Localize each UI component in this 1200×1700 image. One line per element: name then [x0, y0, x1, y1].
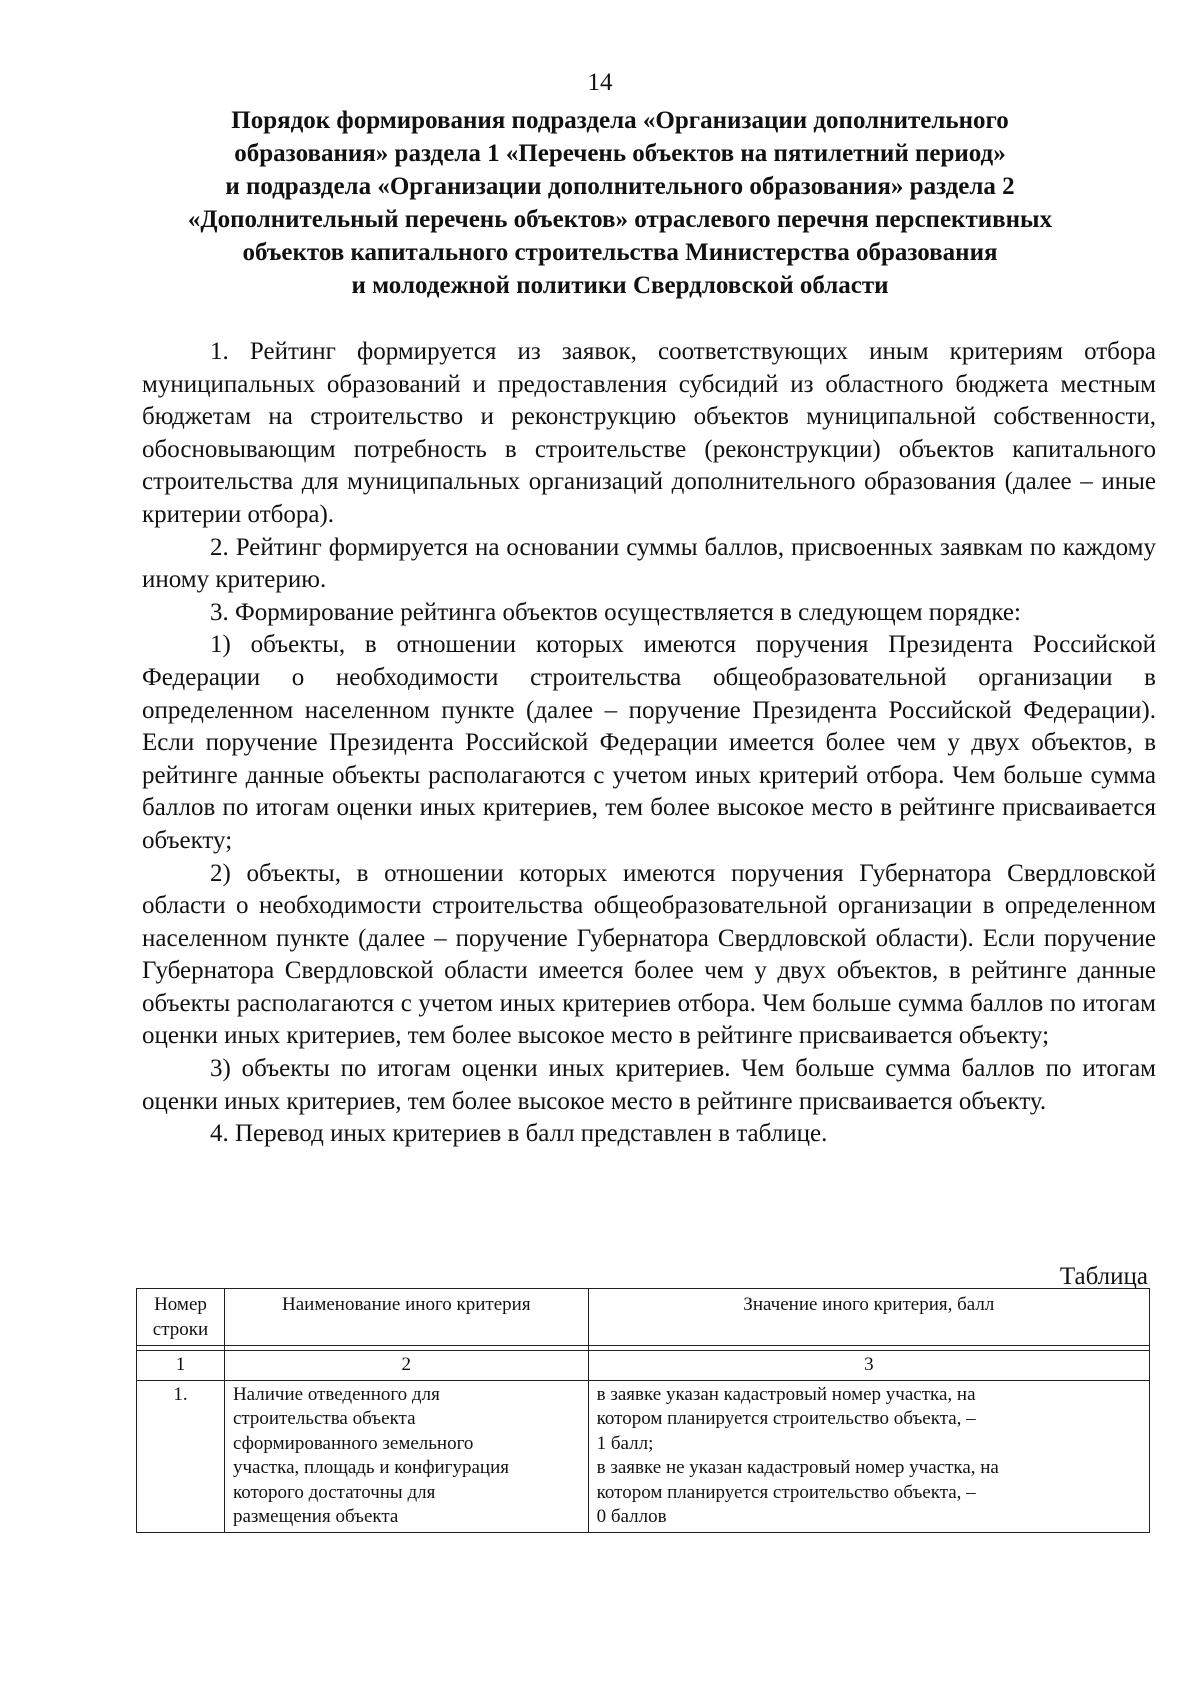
title-line: и молодежной политики Свердловской области [351, 272, 889, 299]
header-row-number: Номер строки [137, 1289, 225, 1346]
paragraph-3: 3. Формирование рейтинга объектов осуществляется в следующем порядке: [210, 598, 1021, 626]
criterion-name-line: Наличие отведенного для [232, 1383, 440, 1405]
criterion-name [224, 1380, 588, 1532]
list-item-2: 2) объекты, в отношении которых имеются поручения Губернатора Свердловской области о необходимости строительства общеобразовательной организации в определенном населенном пункте (далее – поручение Губернатора Свердловской области). Если поручение Губернатора Свердловской области имеется более чем у двух объектов, в рейтинге данные объекты располагаются с учетом иных критериев отбора. Чем больше сумма баллов по итогам оценки иных критериев, тем более высокое место в рейтинге присваивается объекту; [142, 859, 1156, 1050]
criterion-value [588, 1380, 1149, 1532]
paragraph-2: 2. Рейтинг формируется на основании суммы баллов, присвоенных заявкам по каждому иному критерию. [142, 533, 1156, 594]
criterion-name-line: которого достаточны для [232, 1481, 436, 1503]
criterion-value-line: котором планируется строительство объекта, – [596, 1481, 976, 1503]
header-criterion-name: Наименование иного критерия [224, 1289, 588, 1346]
column-number: 2 [224, 1351, 588, 1381]
title-line: образования» раздела 1 «Перечень объектов на пятилетний период» [234, 140, 1006, 167]
table-row [137, 1380, 1150, 1532]
column-number: 1 [137, 1351, 225, 1381]
criterion-value-line: в заявке не указан кадастровый номер участка, на [596, 1457, 999, 1478]
table-caption: Таблица [1059, 1263, 1148, 1290]
row-number: 1. [137, 1380, 225, 1532]
title-line: «Дополнительный перечень объектов» отраслевого перечня перспективных [187, 206, 1053, 233]
title-line: объектов капитального строительства Министерства образования [242, 239, 998, 266]
criterion-value-line: котором планируется строительство объекта, – [596, 1408, 976, 1429]
criterion-name-line: размещения объекта [232, 1506, 399, 1527]
column-number: 3 [588, 1351, 1149, 1381]
criterion-name-line: участка, площадь и конфигурация [232, 1457, 509, 1478]
criterion-name-line: сформированного земельного [232, 1432, 474, 1454]
document-body [142, 336, 1156, 1151]
criterion-value-line: 1 балл; [596, 1432, 654, 1454]
criterion-name-line: строительства объекта [232, 1408, 416, 1429]
column-number-row [137, 1351, 1150, 1381]
paragraph-1: 1. Рейтинг формируется из заявок, соответствующих иным критериям отбора муниципальных образований и предоставления субсидий из областного бюджета местным бюджетам на строительство и реконструкцию объектов муниципальной собственности, обосновывающим потребность в строительстве (реконструкции) объектов капитального строительства для муниципальных организаций дополнительного образования (далее – иные критерии отбора). [142, 338, 1156, 528]
list-item-1: 1) объекты, в отношении которых имеются поручения Президента Российской Федерации о необходимости строительства общеобразовательной организации в определенном населенном пункте (далее – поручение Президента Российской Федерации). Если поручение Президента Российской Федерации имеется более чем у двух объектов, в рейтинге данные объекты располагаются с учетом иных критерий отбора. Чем больше сумма баллов по итогам оценки иных критериев, тем более высокое место в рейтинге присваивается объекту; [142, 631, 1156, 854]
title-line: и подраздела «Организации дополнительного образования» раздела 2 [225, 173, 1015, 200]
title-line: Порядок формирования подраздела «Организации дополнительного [231, 107, 1009, 134]
header-criterion-value: Значение иного критерия, балл [588, 1289, 1149, 1346]
paragraph-4: 4. Перевод иных критериев в балл представлен в таблице. [210, 1120, 828, 1148]
document-title [120, 104, 1120, 302]
criteria-table [136, 1288, 1150, 1533]
page-number: 14 [587, 69, 613, 96]
table-header-row [137, 1289, 1150, 1346]
criterion-value-line: в заявке указан кадастровый номер участка, на [596, 1383, 976, 1405]
criterion-value-line: 0 баллов [596, 1506, 667, 1527]
list-item-3: 3) объекты по итогам оценки иных критериев. Чем больше сумма баллов по итогам оценки иных критериев, тем более высокое место в рейтинге присваивается объекту. [142, 1055, 1156, 1115]
